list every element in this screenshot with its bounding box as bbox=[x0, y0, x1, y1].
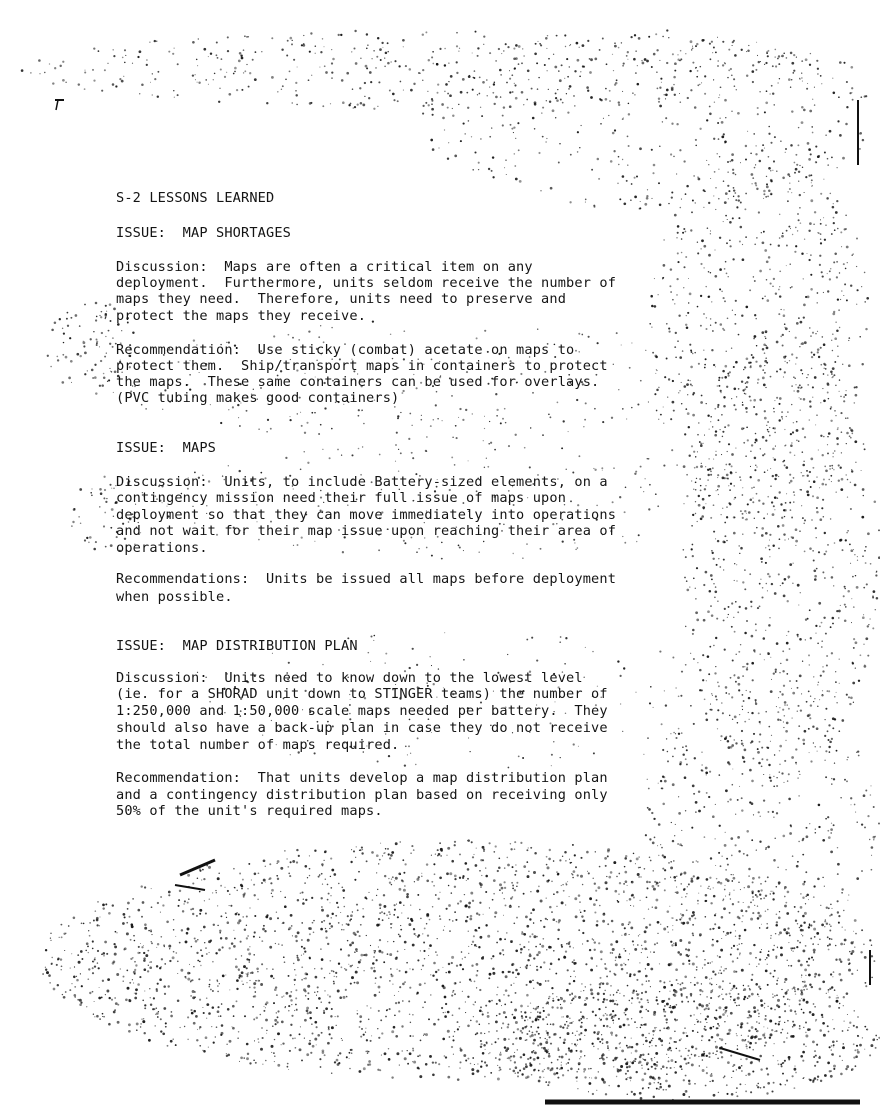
discussion-line: operations. bbox=[116, 540, 208, 556]
recommendation-line: protect them. Ship/transport maps in containers to protect bbox=[116, 358, 608, 374]
discussion-line: protect the maps they receive. bbox=[116, 308, 367, 324]
discussion-line: (ie. for a SHORAD unit down to STINGER teams) the number of bbox=[116, 686, 608, 702]
recommendation-line: and a contingency distribution plan based on receiving only bbox=[116, 787, 608, 803]
discussion-line: deployment. Furthermore, units seldom receive the number of bbox=[116, 275, 617, 291]
discussion-line: 1:250,000 and 1:50,000 scale maps needed per battery. They bbox=[116, 703, 608, 719]
recommendation-line: Recommendation: Use sticky (combat) acetate on maps to bbox=[116, 342, 575, 358]
discussion-line: contingency mission need their full issue of maps upon bbox=[116, 490, 567, 506]
discussion-line: deployment so that they can move immediately into operations bbox=[116, 507, 617, 523]
recommendation-line: the maps. These same containers can be used for overlays. bbox=[116, 374, 600, 390]
discussion-line: Discussion: Units, to include Battery-sized elements, on a bbox=[116, 474, 608, 490]
discussion-line: the total number of maps required. bbox=[116, 737, 400, 753]
discussion-line: should also have a back-up plan in case they do not receive bbox=[116, 720, 608, 736]
recommendation-line: 50% of the unit's required maps. bbox=[116, 803, 383, 819]
document-title: S-2 LESSONS LEARNED bbox=[116, 190, 275, 206]
recommendation-line: when possible. bbox=[116, 589, 233, 605]
discussion-line: maps they need. Therefore, units need to preserve and bbox=[116, 291, 567, 307]
issue-heading: ISSUE: MAP DISTRIBUTION PLAN bbox=[116, 638, 358, 654]
issue-heading: ISSUE: MAP SHORTAGES bbox=[116, 225, 292, 241]
discussion-line: and not wait for their map issue upon reaching their area of bbox=[116, 523, 617, 539]
recommendation-line: (PVC tubing makes good containers) bbox=[116, 390, 400, 406]
issue-heading: ISSUE: MAPS bbox=[116, 440, 217, 456]
recommendation-line: Recommendation: That units develop a map distribution plan bbox=[116, 770, 608, 786]
discussion-line: Discussion: Units need to know down to the lowest level bbox=[116, 670, 583, 686]
discussion-line: Discussion: Maps are often a critical item on any bbox=[116, 259, 533, 275]
recommendation-line: Recommendations: Units be issued all maps before deployment bbox=[116, 571, 617, 587]
